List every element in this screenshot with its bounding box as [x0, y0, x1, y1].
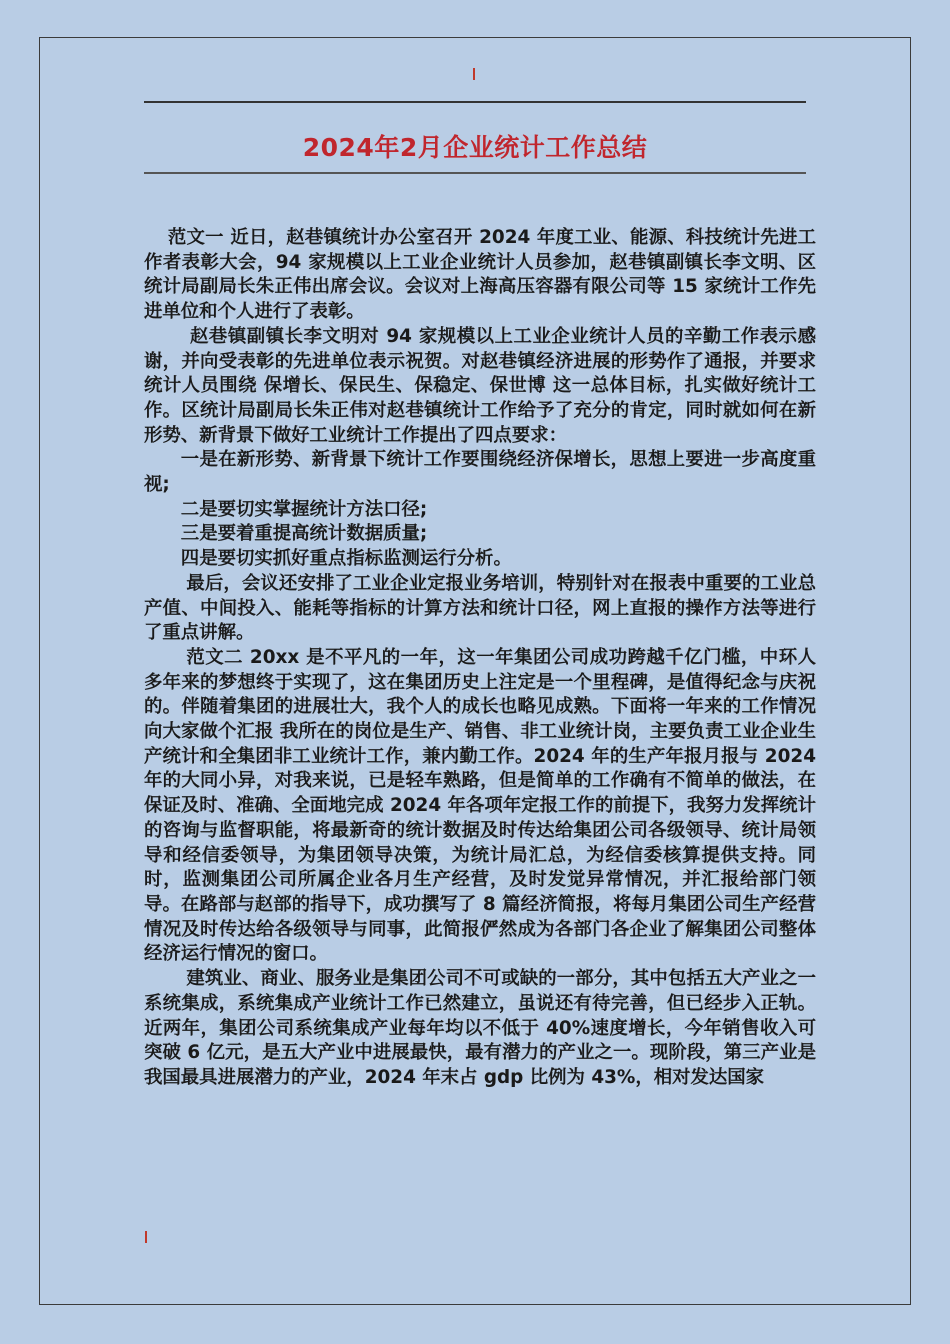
paragraph: 最后，会议还安排了工业企业定报业务培训，特别针对在报表中重要的工业总产值、中间投入、能耗等指标的计算方法和统计口径，网上直报的操作方法等进行了重点讲解。: [144, 572, 816, 644]
title-underline: [144, 172, 806, 174]
paragraph: 赵巷镇副镇长李文明对 94 家规模以上工业企业统计人员的辛勤工作表示感谢，并向受表彰的先进单位表示祝贺。对赵巷镇经济进展的形势作了通报，并要求统计人员围绕 保增长、保民生、保稳定、保世博 这一总体目标，扎实做好统计工作。区统计局副局长朱正伟对赵巷镇统计工作给予了充分的肯定，同时就如何在新形势、新背景下做好工业统计工作提出了四点要求：: [144, 325, 816, 446]
paragraph: 二是要切实掌握统计方法口径;: [180, 498, 428, 520]
footer-cursor-mark: [145, 1231, 147, 1243]
paragraph: 一是在新形势、新背景下统计工作要围绕经济保增长，思想上要进一步高度重视;: [144, 449, 816, 496]
paragraph: 建筑业、商业、服务业是集团公司不可或缺的一部分，其中包括五大产业之一 系统集成，系统集成产业统计工作已然建立，虽说还有待完善，但已经步入正轨。近两年，集团公司系统集成产业每年均以不低于 40%速度增长，今年销售收入可突破 6 亿元，是五大产业中进展最快，最有潜力的产业之一。现阶段，第三产业是我国最具进展潜力的产业，2024 年末占 gdp 比例为 43%，相对发达国家: [144, 968, 816, 1088]
header-cursor-mark: [473, 68, 475, 80]
document-title: 2024年2月企业统计工作总结: [302, 133, 648, 162]
paragraph: 四是要切实抓好重点指标监测运行分析。: [180, 548, 512, 570]
paragraph: 三是要着重提高统计数据质量;: [180, 523, 428, 545]
header-rule: [144, 101, 806, 103]
paragraph: 范文一 近日，赵巷镇统计办公室召开 2024 年度工业、能源、科技统计先进工作者表彰大会，94 家规模以上工业企业统计人员参加，赵巷镇副镇长李文明、区统计局副局长朱正伟出席会议。会议对上海高压容器有限公司等 15 家统计工作先进单位和个人进行了表彰。: [144, 227, 816, 323]
document-body: [144, 226, 816, 1091]
paragraph: 范文二 20xx 是不平凡的一年，这一年集团公司成功跨越千亿门槛，中环人多年来的梦想终于实现了，这在集团历史上注定是一个里程碑，是值得纪念与庆祝的。伴随着集团的进展壮大，我个人的成长也略见成熟。下面将一年来的工作情况向大家做个汇报 我所在的岗位是生产、销售、非工业统计岗，主要负责工业企业生产统计和全集团非工业统计工作，兼内勤工作。2024 年的生产年报月报与 2024 年的大同小异，对我来说，已是轻车熟路，但是简单的工作确有不简单的做法，在保证及时、准确、全面地完成 2024 年各项年定报工作的前提下，我努力发挥统计的咨询与监督职能，将最新奇的统计数据及时传达给集团公司各级领导、统计局领导和经信委领导，为集团领导决策，为统计局汇总，为经信委核算提供支持。同时，监测集团公司所属企业各月生产经营，及时发觉异常情况，并汇报给部门领导。在路部与赵部的指导下，成功撰写了 8 篇经济简报，将每月集团公司生产经营情况及时传达给各级领导与同事，此简报俨然成为各部门各企业了解集团公司整体经济运行情况的窗口。: [144, 646, 816, 965]
